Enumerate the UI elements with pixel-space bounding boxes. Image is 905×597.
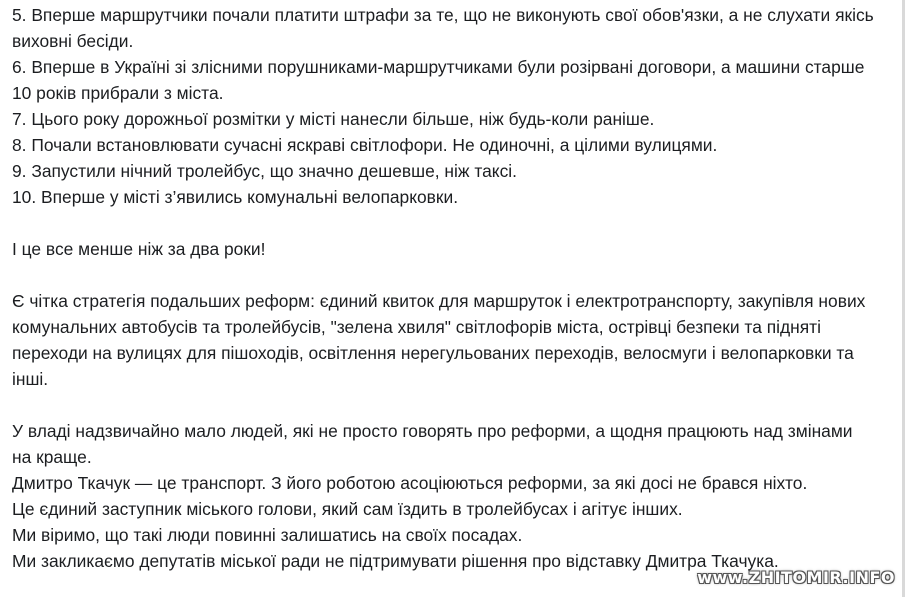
list-line: 10. Вперше у місті з’явились комунальні велопарковки. [12, 187, 459, 207]
paragraph-gap [12, 392, 905, 418]
list-line: 9. Запустили нічний тролейбус, що значно дешевше, ніж таксі. [12, 161, 517, 181]
strategy-line: Є чітка стратегія подальших реформ: єдиний квиток для маршруток і електротранспорту, закупівля нових [12, 291, 866, 311]
summary-line: І це все менше ніж за два роки! [12, 239, 266, 259]
list-line: 10 років прибрали з міста. [12, 83, 224, 103]
closing-line: Ми віримо, що такі люди повинні залишатись на своїх посадах. [12, 525, 523, 545]
site-watermark: www.ZHITOMIR.INFO [697, 568, 895, 587]
paragraph-gap [12, 210, 905, 236]
list-line: 8. Почали встановлювати сучасні яскраві світлофори. Не одиночні, а цілими вулицями. [12, 135, 718, 155]
closing-paragraph [12, 418, 905, 574]
list-line: 6. Вперше в Україні зі злісними порушниками-маршрутчиками були розірвані договори, а машини старше [12, 57, 865, 77]
closing-line: Це єдиний заступник міського голови, який сам їздить в тролейбусах і агітує інших. [12, 499, 683, 519]
closing-line: У владі надзвичайно мало людей, які не просто говорять про реформи, а щодня працюють над змінами [12, 421, 853, 441]
strategy-line: переходи на вулицях для пішоходів, освітлення нерегульованих переходів, велосмуги і велопарковки та [12, 343, 854, 363]
closing-line: Ми закликаємо депутатів міської ради не підтримувати рішення про відставку Дмитра Ткачука. [12, 551, 779, 571]
paragraph-gap [12, 262, 905, 288]
list-line: 7. Цього року дорожньої розмітки у місті нанесли більше, ніж будь-коли раніше. [12, 109, 655, 129]
list-line: виховні бесіди. [12, 31, 134, 51]
achievements-list [12, 2, 905, 210]
closing-line: Дмитро Ткачук — це транспорт. З його роботою асоціюються реформи, за які досі не брався ніхто. [12, 473, 808, 493]
strategy-paragraph [12, 288, 905, 392]
list-line: 5. Вперше маршрутчики почали платити штрафи за те, що не виконують свої обов'язки, а не слухати якісь [12, 5, 874, 25]
strategy-line: інші. [12, 369, 49, 389]
closing-line: на краще. [12, 447, 92, 467]
strategy-line: комунальних автобусів та тролейбусів, "зелена хвиля" світлофорів міста, острівці безпеки та підняті [12, 317, 821, 337]
